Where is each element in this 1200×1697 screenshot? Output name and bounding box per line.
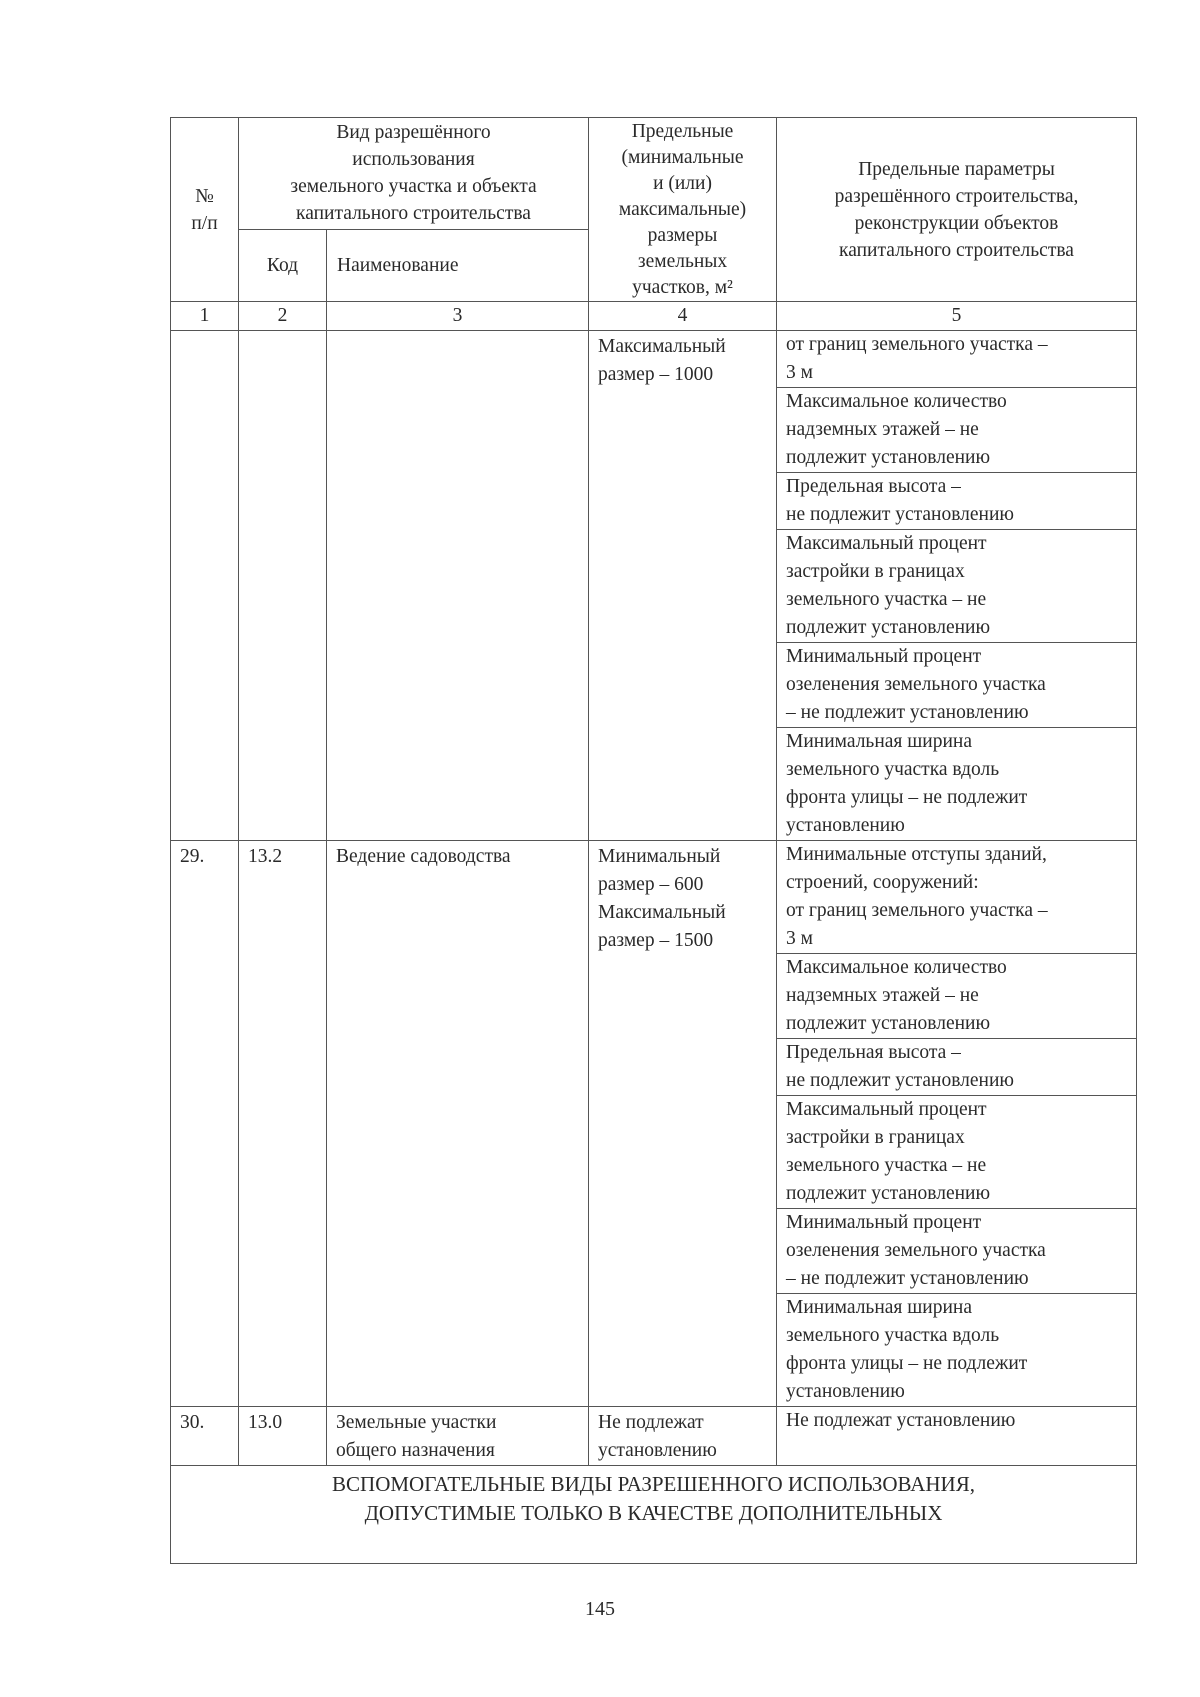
row-no: 30. <box>171 1407 239 1466</box>
row-size: Не подлежат установлению <box>589 1407 777 1466</box>
param-item: Максимальный процент застройки в границах земельного участка – не подлежит установлению <box>777 529 1136 642</box>
section-heading: ВСПОМОГАТЕЛЬНЫЕ ВИДЫ РАЗРЕШЕННОГО ИСПОЛЬЗОВАНИЯ, ДОПУСТИМЫЕ ТОЛЬКО В КАЧЕСТВЕ ДОПОЛНИТЕЛЬНЫХ <box>171 1466 1137 1564</box>
row-code: 13.0 <box>239 1407 327 1466</box>
page-number: 145 <box>585 1598 615 1620</box>
land-use-table <box>170 117 1137 1564</box>
header-code: Код <box>239 230 327 302</box>
row-name: Ведение садоводства <box>327 841 589 1407</box>
param-item: Минимальная ширина земельного участка вдоль фронта улицы – не подлежит установлению <box>777 1293 1136 1406</box>
row-no <box>171 331 239 841</box>
column-number: 5 <box>777 302 1137 331</box>
row-size: Максимальный размер – 1000 <box>589 331 777 841</box>
param-item: Минимальный процент озеленения земельного участка – не подлежит установлению <box>777 1208 1136 1293</box>
row-code: 13.2 <box>239 841 327 1407</box>
param-item: Максимальное количество надземных этажей – не подлежит установлению <box>777 387 1136 472</box>
param-item: Не подлежат установлению <box>786 1410 1016 1431</box>
param-item: Предельная высота – не подлежит установлению <box>777 1038 1136 1095</box>
param-item: Максимальное количество надземных этажей – не подлежит установлению <box>777 953 1136 1038</box>
header-no: № п/п <box>171 118 239 302</box>
table-row <box>171 1407 1137 1466</box>
row-params <box>777 1407 1137 1466</box>
row-code <box>239 331 327 841</box>
header-params: Предельные параметры разрешённого строительства, реконструкции объектов капитального строительства <box>777 118 1137 302</box>
row-name <box>327 331 589 841</box>
param-item: Минимальная ширина земельного участка вдоль фронта улицы – не подлежит установлению <box>777 727 1136 840</box>
column-number: 2 <box>239 302 327 331</box>
param-item: от границ земельного участка – 3 м <box>786 334 1048 383</box>
param-item: Минимальные отступы зданий, строений, сооружений: от границ земельного участка – 3 м <box>786 844 1048 949</box>
table-row <box>171 841 1137 1407</box>
table-row <box>171 331 1137 841</box>
param-item: Предельная высота – не подлежит установлению <box>777 472 1136 529</box>
row-no: 29. <box>171 841 239 1407</box>
header-size: Предельные (минимальные и (или) максимальные) размеры земельных участков, м² <box>589 118 777 302</box>
row-params <box>777 841 1137 1407</box>
row-params <box>777 331 1137 841</box>
section-row <box>171 1466 1137 1564</box>
column-number: 1 <box>171 302 239 331</box>
param-item: Минимальный процент озеленения земельного участка – не подлежит установлению <box>777 642 1136 727</box>
row-size: Минимальный размер – 600 Максимальный размер – 1500 <box>589 841 777 1407</box>
column-number-row <box>171 302 1137 331</box>
row-name: Земельные участки общего назначения <box>327 1407 589 1466</box>
column-number: 3 <box>327 302 589 331</box>
header-row-top <box>171 118 1137 230</box>
param-item: Максимальный процент застройки в границах земельного участка – не подлежит установлению <box>777 1095 1136 1208</box>
header-name: Наименование <box>327 230 589 302</box>
header-kind-group: Вид разрешённого использования земельного участка и объекта капитального строительства <box>239 118 589 230</box>
column-number: 4 <box>589 302 777 331</box>
